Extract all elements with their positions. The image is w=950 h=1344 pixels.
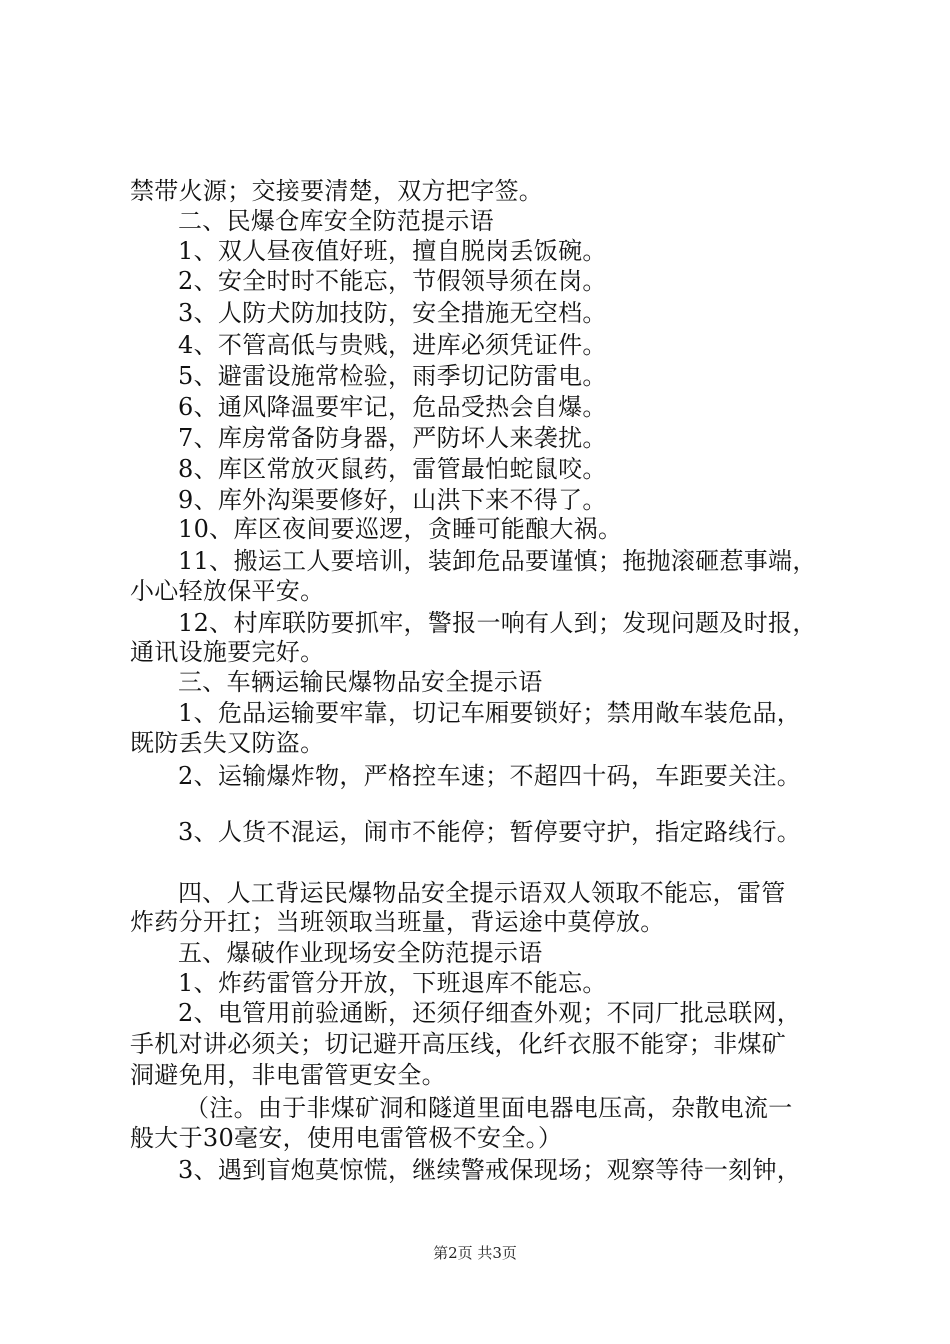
text-line: 6、通风降温要牢记，危品受热会自爆。 bbox=[178, 393, 607, 421]
text-line: 7、库房常备防身器，严防坏人来袭扰。 bbox=[178, 424, 607, 452]
section-heading: 二、民爆仓库安全防范提示语 bbox=[178, 207, 494, 235]
text-line: 3、遇到盲炮莫惊慌，继续警戒保现场；观察等待一刻钟， bbox=[178, 1156, 802, 1184]
text-line: 9、库外沟渠要修好，山洪下来不得了。 bbox=[178, 486, 607, 514]
text-line: 炸药分开扛；当班领取当班量，背运途中莫停放。 bbox=[130, 908, 665, 936]
text-line: 1、双人昼夜值好班，擅自脱岗丢饭碗。 bbox=[178, 237, 607, 265]
text-line: 2、电管用前验通断，还须仔细查外观；不同厂批忌联网， bbox=[178, 999, 802, 1027]
text-line: 通讯设施要完好。 bbox=[130, 638, 325, 666]
text-line: 11、搬运工人要培训，装卸危品要谨慎；拖抛滚砸惹事端， bbox=[178, 547, 817, 575]
text-line: 8、库区常放灭鼠药，雷管最怕蛇鼠咬。 bbox=[178, 455, 607, 483]
text-line: 1、危品运输要牢靠，切记车厢要锁好；禁用敞车装危品， bbox=[178, 699, 802, 727]
text-line: 4、不管高低与贵贱，进库必须凭证件。 bbox=[178, 331, 607, 359]
page-number: 第2页 共3页 bbox=[433, 1244, 517, 1262]
text-line: 3、人防犬防加技防，安全措施无空档。 bbox=[178, 299, 607, 327]
text-line: 1、炸药雷管分开放，下班退库不能忘。 bbox=[178, 969, 607, 997]
note-line: 般大于30毫安，使用电雷管极不安全。） bbox=[130, 1124, 563, 1152]
text-line: 小心轻放保平安。 bbox=[130, 577, 325, 605]
section-heading: 五、爆破作业现场安全防范提示语 bbox=[178, 939, 543, 967]
text-line: 3、人货不混运，闹市不能停；暂停要守护，指定路线行。 bbox=[178, 818, 802, 846]
text-line: 12、村库联防要抓牢，警报一响有人到；发现问题及时报， bbox=[178, 609, 817, 637]
text-line: 10、库区夜间要巡逻，贪睡可能酿大祸。 bbox=[178, 515, 623, 543]
text-line: 既防丢失又防盗。 bbox=[130, 729, 325, 757]
text-line: 2、运输爆炸物，严格控车速；不超四十码，车距要关注。 bbox=[178, 762, 802, 790]
text-line: 5、避雷设施常检验，雨季切记防雷电。 bbox=[178, 362, 607, 390]
text-line: 2、安全时时不能忘，节假领导须在岗。 bbox=[178, 267, 607, 295]
section-heading: 三、车辆运输民爆物品安全提示语 bbox=[178, 668, 543, 696]
section-heading: 四、人工背运民爆物品安全提示语双人领取不能忘，雷管 bbox=[178, 879, 786, 907]
text-line: 手机对讲必须关；切记避开高压线，化纤衣服不能穿；非煤矿 bbox=[130, 1030, 787, 1058]
note-line: （注。由于非煤矿洞和隧道里面电器电压高，杂散电流一 bbox=[185, 1094, 793, 1122]
text-line: 禁带火源；交接要清楚，双方把字签。 bbox=[130, 177, 544, 205]
text-line: 洞避免用，非电雷管更安全。 bbox=[130, 1061, 446, 1089]
